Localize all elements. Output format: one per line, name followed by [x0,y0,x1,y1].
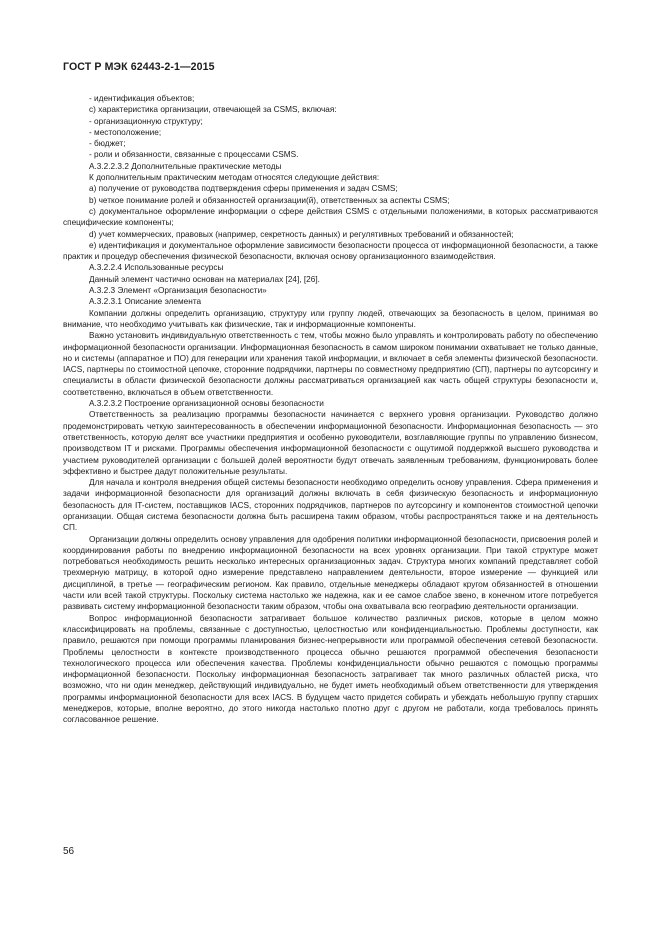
list-item: - идентификация объектов; [89,94,195,103]
list-item: e) идентификация и документальное оформление зависимости безопасности процесса от информационной безопасности, а также практик и процедур обеспечения физической безопасности, включая основу организационного взаимодействия. [63,240,598,262]
list-item: - организационную структуру; [89,116,203,126]
section-heading: A.3.2.3.1 Описание элемента [89,297,202,307]
list-item: c) характеристика организации, отвечающей за CSMS, включая: [89,105,337,115]
standard-code-header: ГОСТ Р МЭК 62443-2-1—2015 [63,61,215,73]
list-item: - бюджет; [89,139,126,149]
paragraph: Данный элемент частично основан на материалах [24], [26]. [89,274,320,284]
section-heading: A.3.2.2.4 Использованные ресурсы [89,263,224,273]
document-body [63,93,598,726]
list-item: a) получение от руководства подтверждения сферы применения и задач CSMS; [89,184,398,194]
page-number: 56 [63,846,75,857]
paragraph: Вопрос информационной безопасности затрагивает большое количество различных рисков, которые в целом можно классифицировать на проблемы, связанные с доступностью, целостностью или конфиденциальностью. Проблемы доступности, как правило, решаются при помощи программы планирования бизнес-непрерывности или программой обеспечения сетевой безопасности. Проблемы целостности в контексте производственного процесса обычно решаются программой обеспечения безопасности технологического процесса или обеспечения качества. Проблемы конфиденциальности обычно решаются с помощью программы информационной безопасности. Поскольку информационная безопасность затрагивает так много различных областей риска, что возможно, что ни один менеджер, действующий индивидуально, не будет иметь необходимый объем ответственности для утверждения программы информационной безопасности для всех IACS. В будущем часто придется собирать и убеждать небольшую группу старших менеджеров, которые, вполне вероятно, до этого никогда настолько плотно друг с другом не работали, когда требовалось принять согласованное решение. [63,613,598,725]
list-item: - роли и обязанности, связанные с процессами CSMS. [89,150,299,160]
list-item: d) учет коммерческих, правовых (например, секретность данных) и регулятивных требований и обязанностей; [89,229,514,239]
paragraph: Организации должны определить основу управления для одобрения политики информационной безопасности, присвоения ролей и координирования работы по внедрению информационной безопасности на всех уровнях организации. При такой структуре может потребоваться необходимость решить несколько интересных организационных задач. Структура многих компаний представляет собой трехмерную матрицу, в которой одно измерение представлено направлением деятельности, второе измерение — функцией или дисциплиной, в третье — географическим регионом. Как правило, отдельные менеджеры обладают кругом обязанностей в отношении части или всей такой структуры. Поскольку система настолько же надежна, как и ее самое слабое звено, в конечном итоге потребуется развивать систему информационной безопасности таким образом, чтобы она охватывала всю географию деятельности организации. [63,534,598,612]
section-heading: A.3.2.2.3.2 Дополнительные практические методы [89,161,282,171]
section-heading: A.3.2.3.2 Построение организационной основы безопасности [89,399,324,409]
paragraph: Ответственность за реализацию программы безопасности начинается с верхнего уровня организации. Руководство должно продемонстрировать четкую заинтересованность в обеспечении информационной безопасности. Информационная безопасность — это ответственность, которую делят все участники предприятия и особенно руководители, возглавляющие группы по управлению бизнесом, производством IT и рисками. Программы обеспечения информационной безопасности с ощутимой поддержкой высшего руководства и участием руководителей организации с большей долей вероятности будут отвечать заявленным требованиям, функционировать более эффективно и быстрее дадут положительные результаты. [63,410,598,476]
paragraph: Компании должны определить организацию, структуру или группу людей, отвечающих за безопасность в целом, принимая во внимание, что необходимо учитывать как физические, так и информационные компоненты. [63,308,598,329]
paragraph: К дополнительным практическим методам относятся следующие действия: [89,173,380,183]
paragraph: Важно установить индивидуальную ответственность с тем, чтобы можно было управлять и контролировать работу по обеспечению информационной безопасности организации. Информационная безопасность в самом широком понимании охватывает не только данные, но и системы (аппаратное и ПО) для генерации или хранения такой информации, и включает в себя элементы физической безопасности. IACS, партнеры по стоимостной цепочке, сторонние подрядчики, партнеры по совместному предприятию (СП), партнеры по аутсорсингу и специалисты в области физической безопасности должны рассматриваться организацией как часть общей структуры безопасности и, соответственно, включаться в объем ответственности. [63,331,598,397]
list-item: - местоположение; [89,127,162,137]
section-heading: A.3.2.3 Элемент «Организация безопасности» [89,286,267,296]
list-item: c) документальное оформление информации о сфере действия CSMS с отдельными положениями, в которых рассматриваются специфические компоненты; [63,206,598,228]
paragraph: Для начала и контроля внедрения общей системы безопасности необходимо определить основу управления. Сфера применения и задачи информационной безопасности для организаций должны включать в себя физическую безопасность и информационную безопасность для IT-систем, поставщиков IACS, сторонних подрядчиков, партнеров по аутсорсингу и компонентов стоимостной цепочки организации. Общая система безопасности должна быть расширена таким образом, чтобы распространяться также и на деятельность СП. [63,478,598,533]
list-item: b) четкое понимание ролей и обязанностей организации(й), ответственных за аспекты CSMS; [89,195,450,205]
